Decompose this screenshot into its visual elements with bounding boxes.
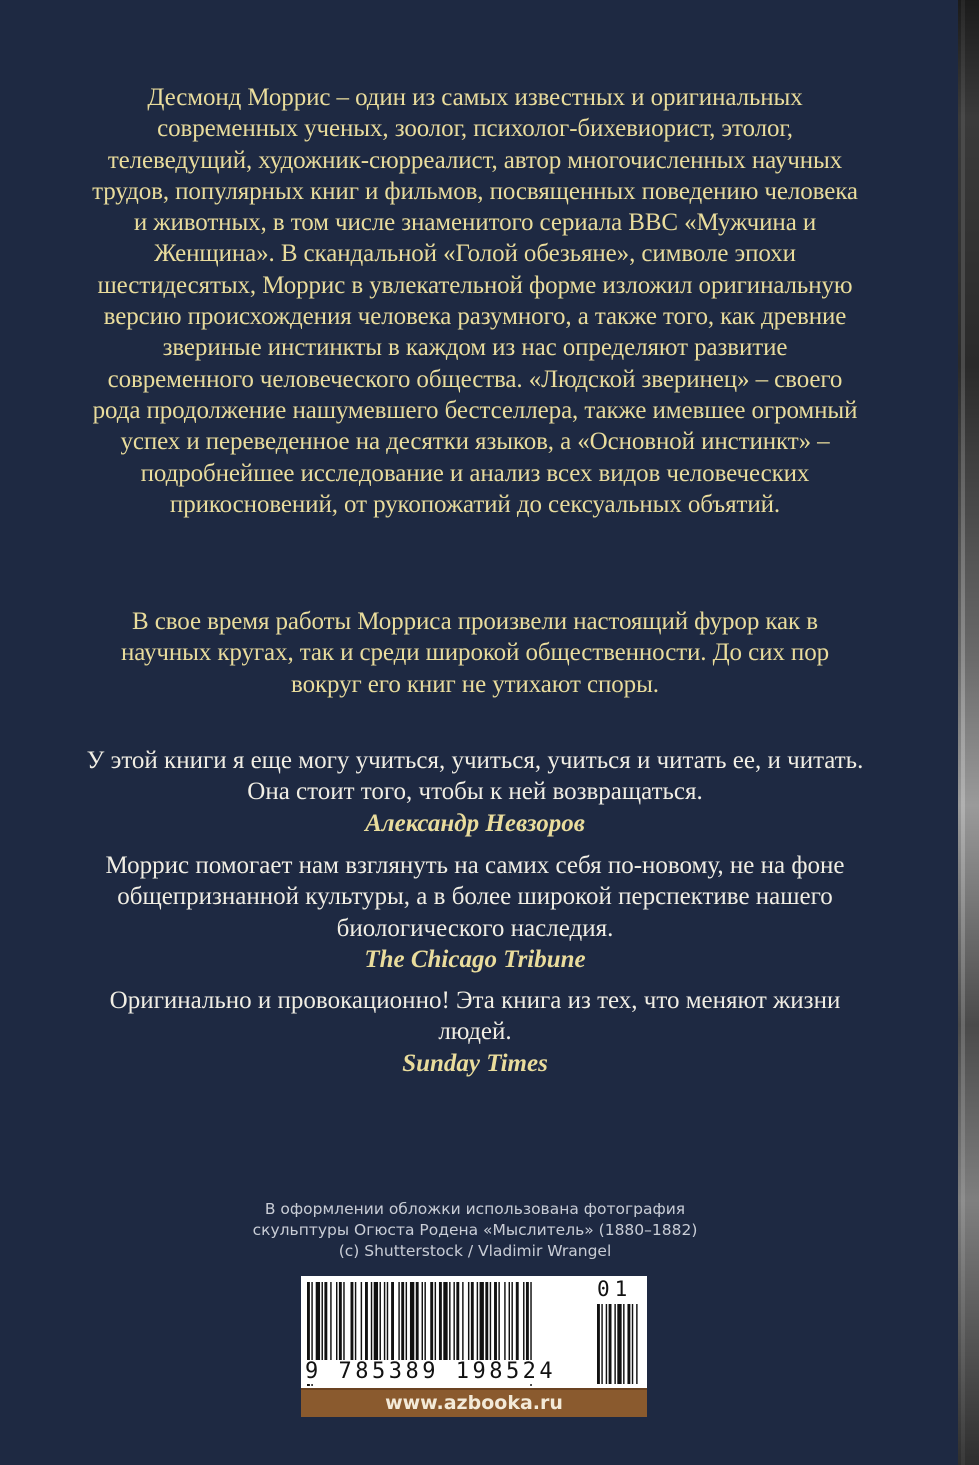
barcode-bar bbox=[391, 1282, 394, 1360]
credit-line: (c) Shutterstock / Vladimir Wrangel bbox=[338, 1242, 612, 1260]
barcode-bar bbox=[526, 1282, 529, 1360]
barcode-addon-bar bbox=[627, 1304, 630, 1384]
barcode-bar bbox=[371, 1282, 372, 1360]
barcode-addon-bar bbox=[614, 1304, 615, 1384]
barcode-bar bbox=[504, 1282, 505, 1360]
barcode-isbn-digits: 9 785389 198524 bbox=[305, 1360, 585, 1384]
barcode-bar bbox=[453, 1282, 454, 1360]
barcode-bar bbox=[322, 1282, 323, 1360]
barcode-bar bbox=[485, 1282, 488, 1360]
barcode-bar bbox=[439, 1282, 442, 1360]
barcode-bar bbox=[449, 1282, 450, 1360]
cover-photo-edge bbox=[958, 0, 979, 1465]
barcode-bar bbox=[471, 1282, 474, 1360]
barcode-bar bbox=[330, 1282, 331, 1360]
barcode-bar bbox=[398, 1282, 399, 1360]
barcode-addon-bar bbox=[623, 1304, 624, 1384]
review-quote bbox=[80, 745, 870, 839]
barcode-bar bbox=[523, 1282, 524, 1360]
barcode-bar bbox=[365, 1282, 368, 1360]
barcode-bar bbox=[406, 1282, 407, 1360]
photo-credit bbox=[200, 1199, 750, 1262]
barcode-addon-bar bbox=[597, 1304, 600, 1384]
barcode-bar bbox=[339, 1282, 342, 1360]
description-paragraph: В свое время работы Морриса произвели настоящий фурор как в научных кругах, так и среди широкой общественности. До сих пор вокруг его книг не утихают споры. bbox=[120, 608, 830, 698]
barcode-bar bbox=[498, 1282, 499, 1360]
barcode-bar bbox=[324, 1282, 327, 1360]
barcode-addon-bar bbox=[609, 1304, 612, 1384]
description-paragraph: Десмонд Моррис – один из самых известных и оригинальных современных ученых, зоолог, психолог-бихевиорист, этолог, телеведущий, художник-сюрреалист, автор многочисленных научных трудов, популярных книг и фильмов, посвященных поведению человека и животных, в том числе знаменитого сериала BBC «Мужчина и Женщина». В скандальной «Голой обезьяне», символе эпохи шестидесятых, Моррис в увлекательной форме изложил оригинальную версию происхождения человека разумного, а также того, как древние звериные инстинкты в каждом из нас определяют развитие современного человеческого общества. «Людской зверинец» – своего рода продолжение нашумевшего бестселлера, также имевшее огромный успех и переведенное на десятки языков, а «Основной инстинкт» – подробнейшее исследование и анализ всех видов человеческих прикосновений, от рукопожатий до сексуальных объятий. bbox=[92, 84, 858, 518]
barcode-bar bbox=[380, 1282, 381, 1360]
quote-text: Оригинально и провокационно! Эта книга из тех, что меняют жизни людей. bbox=[109, 987, 841, 1046]
barcode-bar bbox=[387, 1282, 388, 1360]
quote-author: Sunday Times bbox=[402, 1049, 548, 1077]
barcode-bar bbox=[351, 1282, 354, 1360]
barcode-bar bbox=[430, 1282, 433, 1360]
barcode-bar bbox=[462, 1282, 463, 1360]
quote-text: У этой книги я еще могу учиться, учиться, учиться и читать ее, и читать. Она стоит того, чтобы к ней возвращаться. bbox=[86, 747, 864, 806]
barcode-addon-digits: 01 bbox=[597, 1277, 633, 1301]
barcode-bar bbox=[336, 1282, 337, 1360]
barcode-bar bbox=[477, 1282, 478, 1360]
review-quote bbox=[80, 850, 870, 975]
barcode bbox=[301, 1276, 647, 1417]
barcode-bar bbox=[456, 1282, 459, 1360]
credit-line: В оформлении обложки использована фотография bbox=[264, 1200, 686, 1218]
barcode-bar bbox=[374, 1282, 378, 1360]
barcode-bar bbox=[410, 1282, 414, 1360]
barcode-bar bbox=[361, 1282, 362, 1360]
barcode-bar bbox=[316, 1282, 320, 1360]
publisher-website: www.azbooka.ru bbox=[301, 1388, 647, 1417]
barcode-bar bbox=[480, 1282, 484, 1360]
barcode-bar bbox=[468, 1282, 469, 1360]
barcode-addon-bar bbox=[636, 1304, 637, 1384]
barcode-bar bbox=[355, 1282, 356, 1360]
barcode-bar bbox=[490, 1282, 491, 1360]
barcode-bar bbox=[401, 1282, 404, 1360]
barcode-addon-bar bbox=[606, 1304, 607, 1384]
quote-author: Александр Невзоров bbox=[365, 809, 585, 837]
review-quote bbox=[80, 985, 870, 1079]
barcode-bar bbox=[424, 1282, 425, 1360]
barcode-bar bbox=[384, 1282, 385, 1360]
barcode-bar bbox=[516, 1282, 519, 1360]
barcode-bar bbox=[435, 1282, 436, 1360]
barcode-bar bbox=[494, 1282, 497, 1360]
barcode-addon-bar bbox=[617, 1304, 621, 1384]
barcode-addon-bar bbox=[601, 1304, 602, 1384]
barcode-bar bbox=[443, 1282, 447, 1360]
barcode-bar bbox=[416, 1282, 419, 1360]
barcode-addon-bar bbox=[632, 1304, 633, 1384]
credit-line: скульптуры Огюста Родена «Мыслитель» (1880–1882) bbox=[252, 1221, 698, 1239]
barcode-bar bbox=[422, 1282, 423, 1360]
quote-author: The Chicago Tribune bbox=[364, 945, 586, 973]
quote-text: Моррис помогает нам взглянуть на самих себя по-новому, не на фоне общепризнанной культуры, а в более широкой перспективе нашего биологического наследия. bbox=[105, 852, 845, 942]
barcode-bar bbox=[343, 1282, 344, 1360]
barcode-bar bbox=[511, 1282, 512, 1360]
barcode-bar bbox=[509, 1282, 510, 1360]
